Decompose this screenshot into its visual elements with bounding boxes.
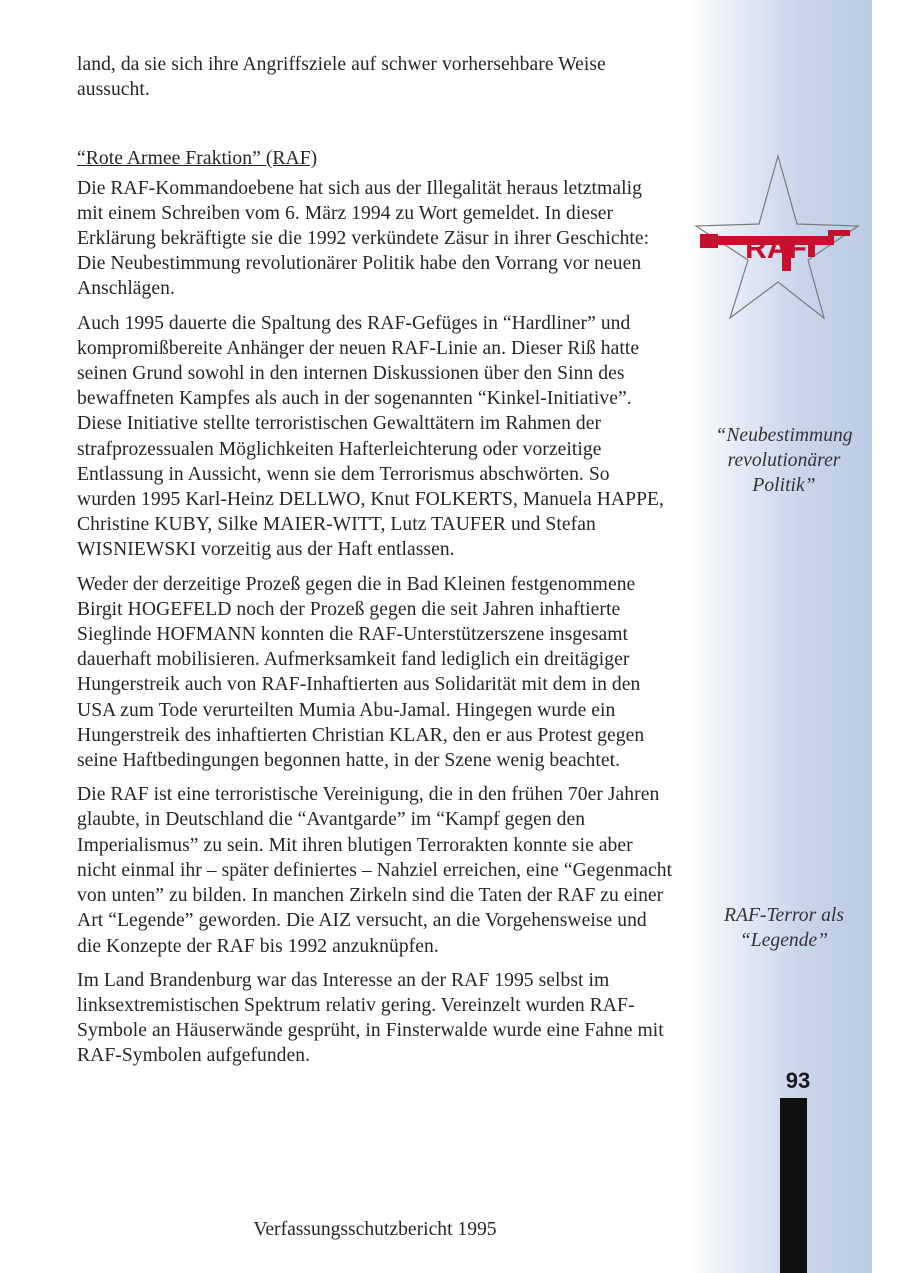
body-paragraph: Die RAF ist eine terroristische Vereinigung, die in den frühen 70er Jahren glaubte, in Deutschland die “Avantgarde” im “Kampf gegen den Imperialismus” zu sein. Mit ihren blutigen Terrorakten konnte sie aber nicht einmal ihr – später definiertes – Nahziel erreichen, eine “Gegenmacht von unten” zu bilden. In manchen Zirkeln sind die Taten der RAF zu einer Art “Legende” geworden. Die AIZ versucht, an die Vorgehensweise und die Konzepte der RAF bis 1992 anzuknüpfen.: [77, 784, 673, 957]
section-heading: “Rote Armee Fraktion” (RAF): [77, 148, 318, 170]
body-paragraph: Auch 1995 dauerte die Spaltung des RAF-Gefüges in “Hardliner” und kompromißbereite Anhänger der neuen RAF-Linie an. Dieser Riß hatte seinen Grund sowohl in den internen Diskussionen über den Sinn des bewaffneten Kampfes als auch in der sogenannten “Kinkel-Initiative”. Diese Initiative stellte terroristischen Gewalttätern im Rahmen der strafprozessualen Möglichkeiten Hafterleichterung oder vorzeitige Entlassung in Aussicht, wenn sie dem Terrorismus abschwörten. So wurden 1995 Karl-Heinz DELLWO, Knut FOLKERTS, Manuela HAPPE, Christine KUBY, Silke MAIER-WITT, Lutz TAUFER und Stefan WISNIEWSKI vorzeitig aus der Haft entlassen.: [77, 312, 664, 561]
intro-paragraph: land, da sie sich ihre Angriffsziele auf schwer vorhersehbare Weise aussucht.: [77, 54, 606, 101]
logo-text: RAF: [745, 232, 807, 265]
page-footer: Verfassungsschutzbericht 1995: [253, 1219, 497, 1240]
main-text-column: [77, 52, 673, 1078]
margin-note: RAF-Terror als “Legende”: [724, 905, 844, 951]
page-number: 93: [785, 1068, 811, 1093]
body-paragraph: Weder der derzeitige Prozeß gegen die in Bad Kleinen festgenommene Birgit HOGEFELD noch der Prozeß gegen die seit Jahren inhaftierte Sieglinde HOFMANN konnten die RAF-Unterstützerszene insgesamt dauerhaft mobilisieren. Aufmerksamkeit fand lediglich ein dreitägiger Hungerstreik auch von RAF-Inhaftierten aus Solidarität mit dem in den USA zum Tode verurteilten Mumia Abu-Jamal. Hingegen wurde ein Hungerstreik des inhaftierten Christian KLAR, den er aus Protest gegen seine Haftbedingungen begonnen hatte, in der Szene wenig beachtet.: [77, 573, 645, 772]
body-paragraph: Im Land Brandenburg war das Interesse an der RAF 1995 selbst im linksextremistischen Spektrum relativ gering. Vereinzelt wurden RAF-Symbole an Häuserwände gesprüht, in Finsterwalde wurde eine Fahne mit RAF-Symbolen aufgefunden.: [77, 969, 664, 1067]
page-marker-bar: [780, 1098, 807, 1273]
body-paragraph: Die RAF-Kommandoebene hat sich aus der Illegalität heraus letztmalig mit einem Schreiben vom 6. März 1994 zu Wort gemeldet. In dieser Erklärung bekräftigte sie die 1992 verkündete Zäsur in ihrer Geschichte: Die Neubestimmung revolutionärer Politik habe den Vorrang vor neuen Anschlägen.: [77, 177, 650, 300]
margin-note: “Neubestimmung revolutionärer Politik”: [715, 425, 853, 496]
raf-star-logo: [690, 150, 862, 320]
